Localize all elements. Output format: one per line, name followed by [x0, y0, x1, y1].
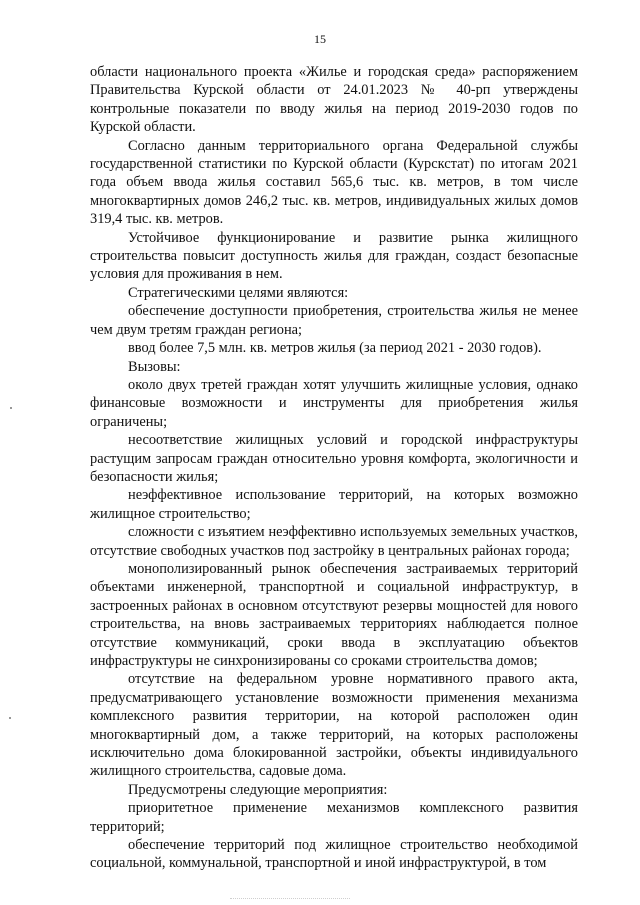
page-number: 15: [314, 32, 326, 46]
paragraph: сложности с изъятием неэффективно используемых земельных участков, отсутствие свободных участков под застройку в центральных районах города;: [90, 524, 578, 559]
paragraph: приоритетное применение механизмов комплексного развития территорий;: [90, 800, 578, 835]
paragraph: области национального проекта «Жилье и городская среда» распоряжением Правительства Курской области от 24.01.2023 № 40-рп утверждены контрольные показатели по вводу жилья на период 2019-2030 годов по Курской области.: [90, 64, 578, 136]
scan-speck: [9, 717, 11, 719]
paragraph: Стратегическими целями являются:: [128, 284, 349, 301]
paragraph: около двух третей граждан хотят улучшить жилищные условия, однако финансовые возможности и инструменты для приобретения жилья ограничены;: [90, 376, 578, 430]
paragraph: неэффективное использование территорий, на которых возможно жилищное строительство;: [90, 487, 578, 522]
paragraph: Согласно данным территориального органа Федеральной службы государственной статистики по Курской области (Курскстат) по итогам 2021 года объем ввода жилья составил 565,6 тыс. кв. метров, в том числе многоквартирных домов 246,2 тыс. кв. метров, индивидуальных жилых домов 319,4 тыс. кв. метров.: [90, 137, 578, 228]
paragraph: ввод более 7,5 млн. кв. метров жилья (за период 2021 - 2030 годов).: [128, 340, 542, 357]
scan-edge-mark: [230, 898, 350, 900]
document-body: [90, 63, 578, 873]
paragraph: обеспечение доступности приобретения, строительства жилья не менее чем двум третям граждан региона;: [90, 303, 578, 338]
paragraph: обеспечение территорий под жилищное строительство необходимой социальной, коммунальной, транспортной и иной инфраструктурой, в том: [90, 837, 578, 872]
paragraph: монополизированный рынок обеспечения застраиваемых территорий объектами инженерной, транспортной и социальной инфраструктур, в застроенных районах в основном отсутствуют резервы мощностей для нового строительства, на вновь застраиваемых территориях наблюдается полное отсутствие коммуникаций, сроки ввода в эксплуатацию объектов инфраструктуры не синхронизированы со сроками строительства домов;: [90, 560, 578, 669]
paragraph: несоответствие жилищных условий и городской инфраструктуры растущим запросам граждан относительно уровня комфорта, экологичности и безопасности жилья;: [90, 432, 578, 485]
paragraph: Предусмотрены следующие мероприятия:: [128, 781, 388, 798]
scan-speck: [10, 407, 12, 409]
paragraph: Устойчивое функционирование и развитие рынка жилищного строительства повысит доступность жилья для граждан, создаст безопасные условия для проживания в нем.: [90, 229, 578, 283]
paragraph: Вызовы:: [128, 358, 181, 375]
paragraph: отсутствие на федеральном уровне нормативного правого акта, предусматривающего установление возможности применения механизма комплексного развития территории, на которой расположен один многоквартирный дом, а также территорий, на которых расположены исключительно дома блокированной застройки, объекты индивидуального жилищного строительства, садовые дома.: [90, 671, 578, 780]
